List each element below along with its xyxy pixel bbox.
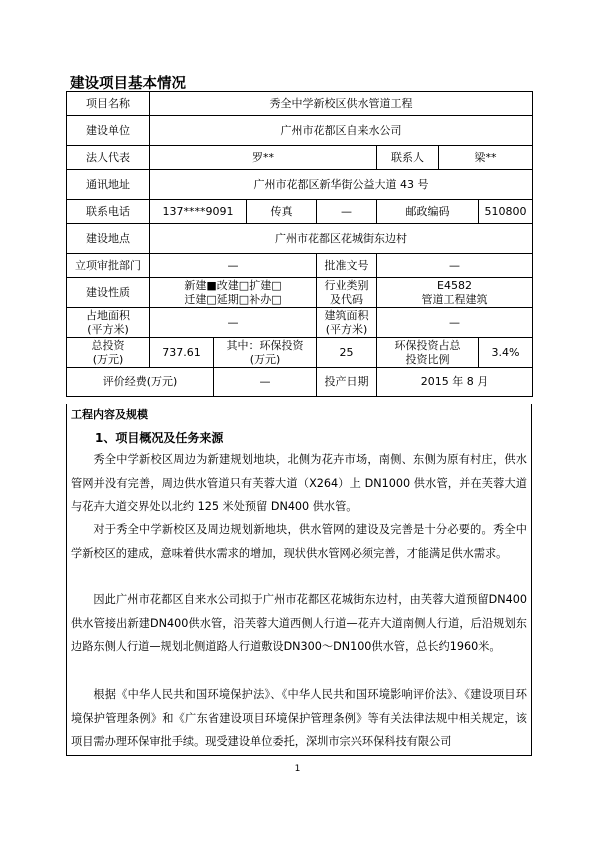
nature-label: 建设性质 [67, 278, 150, 308]
contact-label: 联系人 [377, 146, 439, 170]
section-title: 建设项目基本情况 [70, 76, 186, 92]
investment-label: 总投资 (万元) [67, 338, 150, 368]
industry-code: E4582 [437, 278, 472, 292]
paragraph-4: 根据《中华人民共和国环境保护法》、《中华人民共和国环境影响评价法》、《建设项目环境保护管理条例》和《广东省建设项目环境保护管理条例》等有关法律法规中相关规定，该项目需办理环保审批手续。现受建设单位委托，深圳市宗兴环保科技有限公司 [71, 688, 527, 748]
eval-fee-value: — [214, 368, 317, 397]
env-invest-label: 其中：环保投资 (万元) [214, 338, 317, 368]
phone-label: 联系电话 [67, 200, 150, 224]
start-date-value: 2015 年 8 月 [377, 368, 533, 397]
eval-fee-label: 评价经费(万元) [67, 368, 214, 397]
build-area-value: — [377, 308, 533, 338]
land-area-label: 占地面积 (平方米) [67, 308, 150, 338]
site-label: 建设地点 [67, 224, 150, 254]
nature-line-1: 新建■改建□扩建□ [184, 278, 282, 292]
builder-value: 广州市花都区自来水公司 [150, 116, 533, 146]
build-area-label: 建筑面积 (平方米) [317, 308, 377, 338]
legal-rep-label: 法人代表 [67, 146, 150, 170]
address-value: 广州市花都区新华街公益大道 43 号 [150, 170, 533, 200]
postcode-label: 邮政编码 [377, 200, 479, 224]
approval-no-label: 批准文号 [317, 254, 377, 278]
phone-value: 137****9091 [150, 200, 247, 224]
approval-dept-value: — [150, 254, 317, 278]
project-name-value: 秀全中学新校区供水管道工程 [150, 92, 533, 116]
fax-label: 传真 [247, 200, 317, 224]
project-name-label: 项目名称 [67, 92, 150, 116]
approval-no-value: — [377, 254, 533, 278]
nature-line-2: 迁建□延期□补办□ [184, 292, 282, 306]
paragraph-1: 秀全中学新校区周边为新建规划地块，北侧为花卉市场，南侧、东侧为原有村庄，供水管网并没有完善，周边供水管道只有芙蓉大道（X264）上 DN1000 供水管，并在芙蓉大道与花卉大道交界处以北约 125 米处预留 DN400 供水管。 [71, 453, 527, 513]
industry-label: 行业类别 及代码 [317, 278, 377, 308]
industry-name: 管道工程建筑 [421, 292, 488, 306]
content-subheading: 1、项目概况及任务来源 [95, 431, 224, 445]
builder-label: 建设单位 [67, 116, 150, 146]
postcode-value: 510800 [479, 200, 533, 224]
content-heading: 工程内容及规模 [71, 408, 148, 421]
industry-value [377, 278, 533, 308]
address-label: 通讯地址 [67, 170, 150, 200]
approval-dept-label: 立项审批部门 [67, 254, 150, 278]
page-number: 1 [294, 764, 301, 774]
paragraph-2: 对于秀全中学新校区及周边规划新地块，供水管网的建设及完善是十分必要的。秀全中学新校区的建成，意味着供水需求的增加，现状供水管网必须完善，才能满足供水需求。 [71, 523, 527, 560]
fax-value: — [317, 200, 377, 224]
start-date-label: 投产日期 [317, 368, 377, 397]
nature-value [150, 278, 317, 308]
env-invest-value: 25 [317, 338, 377, 368]
env-ratio-label: 环保投资占总 投资比例 [377, 338, 479, 368]
project-content-box [66, 404, 532, 756]
legal-rep-value: 罗** [150, 146, 377, 170]
paragraph-3: 因此广州市花都区自来水公司拟于广州市花都区花城街东边村，由芙蓉大道预留DN400供水管接出新建DN400供水管，沿芙蓉大道西侧人行道—花卉大道南侧人行道，后沿规划东边路东侧人行道—规划北侧道路人行道敷设DN300～DN100供水管，总长约1960米。 [71, 593, 527, 653]
site-value: 广州市花都区花城街东边村 [150, 224, 533, 254]
land-area-value: — [150, 308, 317, 338]
investment-value: 737.61 [150, 338, 214, 368]
env-ratio-value: 3.4% [479, 338, 533, 368]
contact-value: 梁** [439, 146, 533, 170]
project-info-table [66, 91, 533, 397]
